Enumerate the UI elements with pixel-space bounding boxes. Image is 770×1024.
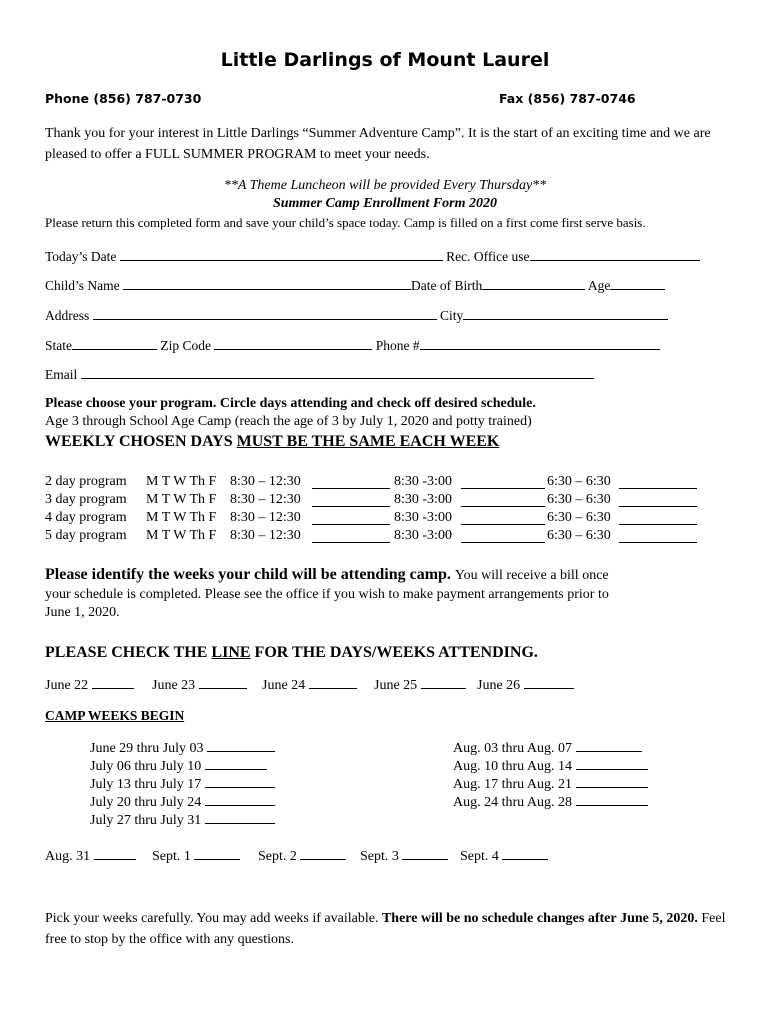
late-day-item [152,847,240,865]
week-label: July 20 thru July 24 [90,795,202,810]
footer-normal: Pick your weeks carefully. You may add weeks if available. [45,911,382,926]
week-line[interactable] [576,793,648,806]
age-note: Age 3 through School Age Camp (reach the age of 3 by July 1, 2020 and potty trained) [45,414,532,429]
late-day-line[interactable] [502,847,548,860]
state-label: State [45,338,72,353]
footer-tail: Feel free to stop by the office with any questions. [45,911,726,947]
program-label: 2 day program [45,474,127,489]
time-full-day-line[interactable] [619,494,697,507]
footer-bold-2: June 5, 2020. [620,911,698,926]
time-option-school-day: 8:30 -3:00 [394,474,452,489]
late-day-label: Sept. 4 [460,849,499,864]
time-option-morning: 8:30 – 12:30 [230,510,301,525]
week-item [90,739,275,757]
age-label: Age [587,278,611,293]
june-day-item [152,676,247,694]
june-day-item [262,676,357,694]
time-morning-line[interactable] [312,494,390,507]
time-full-day-line[interactable] [619,512,697,525]
week-label: July 27 thru July 31 [90,813,202,828]
zip-line[interactable] [214,337,372,350]
week-item [90,757,267,775]
week-item [453,793,648,811]
time-option-morning: 8:30 – 12:30 [230,528,301,543]
dob-line[interactable] [482,277,585,290]
week-item [453,757,648,775]
program-label: 4 day program [45,510,127,525]
return-note: Please return this completed form and save your child’s space today. Camp is filled on a first come first serve basis. [45,215,646,230]
phone-line[interactable] [420,337,660,350]
week-line[interactable] [205,775,275,788]
june-day-line[interactable] [524,676,574,689]
june-day-label: June 24 [262,678,306,693]
childs-name-label: Child’s Name [45,278,120,293]
week-item [453,739,642,757]
state-row [45,337,660,354]
childs-name-line[interactable] [123,277,411,290]
week-item [90,775,275,793]
time-school-day-line[interactable] [461,512,545,525]
weekly-days-prefix: WEEKLY CHOSEN DAYS [45,433,237,450]
week-item [453,775,648,793]
page-title: Little Darlings of Mount Laurel [220,49,550,71]
late-day-line[interactable] [94,847,136,860]
phone-number: Phone (856) 787-0730 [45,91,202,106]
week-label: Aug. 24 thru Aug. 28 [453,795,572,810]
age-line[interactable] [610,277,665,290]
bill-note-line2: your schedule is completed. Please see the office if you wish to make payment arrangements prior to [45,587,609,602]
program-row [45,528,611,544]
week-line[interactable] [576,775,648,788]
address-row [45,307,668,324]
weeks-heading: Please identify the weeks your child will be attending camp. [45,566,451,583]
program-instruction: Please choose your program. Circle days attending and check off desired schedule. [45,396,536,411]
week-label: Aug. 17 thru Aug. 21 [453,777,572,792]
time-option-school-day: 8:30 -3:00 [394,510,452,525]
program-label: 3 day program [45,492,127,507]
week-line[interactable] [576,757,648,770]
weekly-days-heading [45,433,499,451]
week-label: Aug. 03 thru Aug. 07 [453,741,572,756]
time-option-morning: 8:30 – 12:30 [230,492,301,507]
bill-note-line1: You will receive a bill once [454,568,609,583]
weeks-intro [45,566,609,584]
time-option-full-day: 6:30 – 6:30 [547,528,611,543]
program-days[interactable]: M T W Th F [146,510,217,525]
program-days[interactable]: M T W Th F [146,492,217,507]
footer-note [45,908,735,950]
email-line[interactable] [81,366,594,379]
week-label: Aug. 10 thru Aug. 14 [453,759,572,774]
email-label: Email [45,367,78,382]
week-line[interactable] [205,793,275,806]
late-day-label: Sept. 1 [152,849,191,864]
june-day-item [374,676,466,694]
time-school-day-line[interactable] [461,476,545,489]
late-day-item [258,847,346,865]
late-day-label: Aug. 31 [45,849,91,864]
camp-weeks-begin: CAMP WEEKS BEGIN [45,708,185,723]
rec-office-label: Rec. Office use [446,249,530,264]
june-day-label: June 26 [477,678,521,693]
form-title: Summer Camp Enrollment Form 2020 [272,196,498,211]
week-line[interactable] [207,739,275,752]
address-line[interactable] [93,307,437,320]
late-day-line[interactable] [402,847,448,860]
june-day-line[interactable] [92,676,134,689]
week-label: July 06 thru July 10 [90,759,202,774]
week-label: June 29 thru July 03 [90,741,204,756]
late-day-label: Sept. 2 [258,849,297,864]
time-option-school-day: 8:30 -3:00 [394,528,452,543]
todays-date-label: Today’s Date [45,249,117,264]
week-line[interactable] [205,757,267,770]
zip-label: Zip Code [160,338,211,353]
week-item [90,793,275,811]
time-morning-line[interactable] [312,476,390,489]
childs-name-row [45,277,665,294]
june-day-label: June 23 [152,678,196,693]
program-label: 5 day program [45,528,127,543]
footer-bold-1: There will be no schedule changes after [381,911,617,926]
late-day-line[interactable] [194,847,240,860]
bill-note-line3: June 1, 2020. [45,605,120,620]
email-row [45,366,594,383]
time-option-school-day: 8:30 -3:00 [394,492,452,507]
city-label: City [440,308,464,323]
fax-number: Fax (856) 787-0746 [499,91,636,106]
intro-paragraph: Thank you for your interest in Little Darlings “Summer Adventure Camp”. It is the start of an exciting time and we are pleased to offer a FULL SUMMER PROGRAM to meet your needs. [45,126,711,162]
address-label: Address [45,308,90,323]
june-day-label: June 25 [374,678,418,693]
week-label: July 13 thru July 17 [90,777,202,792]
check-line-prefix: PLEASE CHECK THE [45,644,212,661]
time-option-full-day: 6:30 – 6:30 [547,510,611,525]
dob-label: Date of Birth [411,278,483,293]
week-item [90,811,275,829]
time-full-day-line[interactable] [619,476,697,489]
phone-label: Phone # [375,338,420,353]
time-school-day-line[interactable] [461,530,545,543]
todays-date-line[interactable] [120,248,443,261]
june-day-item [477,676,574,694]
late-day-item [360,847,448,865]
todays-date-row [45,248,700,265]
check-line-suffix: FOR THE DAYS/WEEKS ATTENDING. [250,644,538,661]
city-line[interactable] [463,307,668,320]
june-day-line[interactable] [199,676,247,689]
june-day-line[interactable] [421,676,466,689]
late-day-item [45,847,136,865]
june-day-label: June 22 [45,678,89,693]
time-school-day-line[interactable] [461,494,545,507]
week-line[interactable] [205,811,275,824]
time-option-morning: 8:30 – 12:30 [230,474,301,489]
june-day-line[interactable] [309,676,357,689]
time-morning-line[interactable] [312,530,390,543]
time-full-day-line[interactable] [619,530,697,543]
weekly-days-emphasis: MUST BE THE SAME EACH WEEK [236,433,500,450]
check-line-heading [45,644,538,662]
late-day-line[interactable] [300,847,346,860]
late-day-item [460,847,548,865]
program-days[interactable]: M T W Th F [146,474,217,489]
late-day-label: Sept. 3 [360,849,399,864]
time-morning-line[interactable] [312,512,390,525]
program-row [45,474,611,490]
week-line[interactable] [576,739,642,752]
check-line-emphasis: LINE [211,644,251,661]
time-option-full-day: 6:30 – 6:30 [547,474,611,489]
rec-office-line[interactable] [530,248,700,261]
program-row [45,510,611,526]
program-days[interactable]: M T W Th F [146,528,217,543]
june-day-item [45,676,134,694]
luncheon-note: **A Theme Luncheon will be provided Every Thursday** [223,178,547,193]
program-row [45,492,611,508]
state-line[interactable] [72,337,157,350]
time-option-full-day: 6:30 – 6:30 [547,492,611,507]
